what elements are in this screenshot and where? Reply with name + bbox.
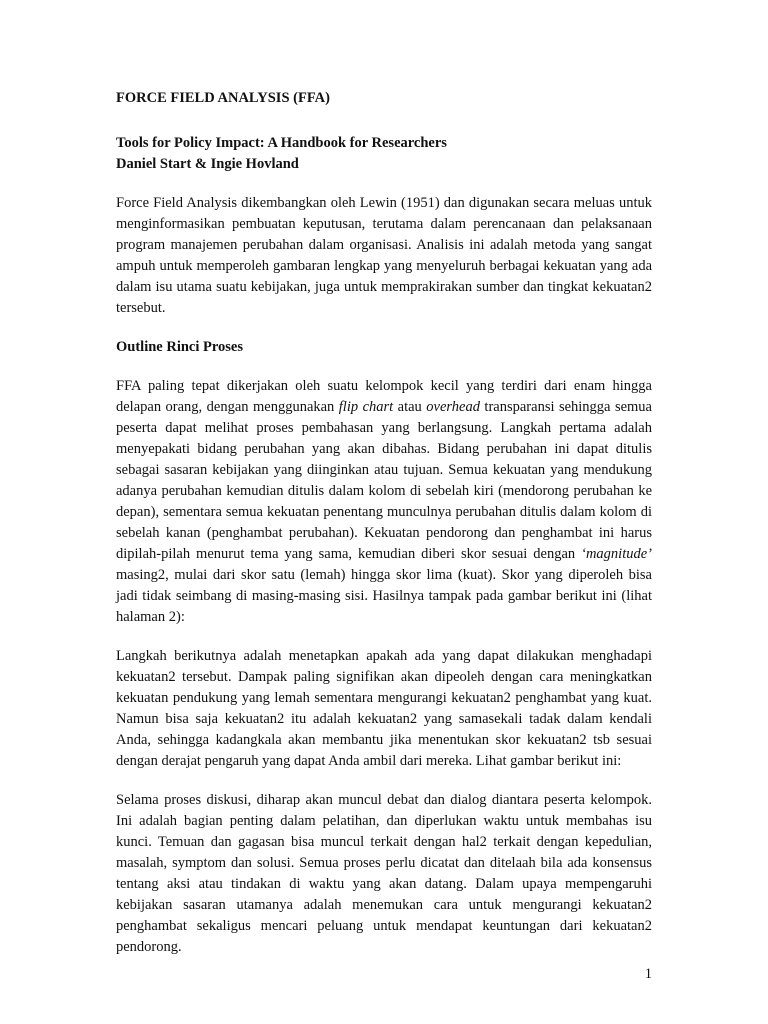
document-title: FORCE FIELD ANALYSIS (FFA)	[116, 90, 330, 106]
term-flip-chart: flip chart	[338, 399, 394, 415]
process-text-4: masing2, mulai dari skor satu (lemah) hingga skor lima (kuat). Skor yang diperoleh bisa jadi tidak seimbang di masing-masing sisi. Hasilnya tampak pada gambar berikut ini (lihat halaman 2):	[116, 567, 652, 625]
page-number: 1	[644, 966, 652, 982]
document-page	[116, 88, 652, 976]
process-text-2: atau	[393, 399, 427, 415]
source-authors: Daniel Start & Ingie Hovland	[116, 156, 299, 172]
process-text-1: FFA paling tepat dikerjakan oleh suatu kelompok kecil yang terdiri dari enam hingga delapan orang, dengan menggunakan	[116, 378, 652, 415]
intro-paragraph: Force Field Analysis dikembangkan oleh Lewin (1951) dan digunakan secara meluas untuk menginformasikan pembuatan keputusan, terutama dalam perencanaan dan pelaksanaan program manajemen perubahan dalam organisasi. Analisis ini adalah metoda yang sangat ampuh untuk memperoleh gambaran lengkap yang menyeluruh berbagai kekuatan yang ada dalam isu utama suatu kebijakan, juga untuk memprakirakan sumber dan tingkat kekuatan2 tersebut.	[116, 195, 652, 316]
process-text-3: transparansi sehingga semua peserta dapat melihat proses pembahasan yang berlangsung. Langkah pertama adalah menyepakati bidang perubahan yang akan dibahas. Bidang perubahan ini dapat ditulis sebagai sasaran kebijakan yang diinginkan atau tujuan. Semua kekuatan yang mendukung adanya perubahan kemudian ditulis dalam kolom di sebelah kiri (mendorong perubahan ke depan), sementara semua kekuatan penentang munculnya perubahan ditulis dalam kolom di sebelah kanan (penghambat perubahan). Kekuatan pendorong dan penghambat ini harus dipilah-pilah menurut tema yang sama, kemudian diberi skor sesuai dengan	[116, 399, 652, 562]
discussion-paragraph: Selama proses diskusi, diharap akan muncul debat dan dialog diantara peserta kelompok. Ini adalah bagian penting dalam pelatihan, dan diperlukan waktu untuk membahas isu kunci. Temuan dan gagasan bisa muncul terkait dengan hal2 terkait dengan kepedulian, masalah, symptom dan solusi. Semua proses perlu dicatat dan ditelaah bila ada konsensus tentang aksi atau tindakan di waktu yang akan datang. Dalam upaya mempengaruhi kebijakan sasaran utamanya adalah menemukan cara untuk mengurangi kekuatan2 penghambat sekaligus mencari peluang untuk mendapat keuntungan dari kekuatan2 pendorong.	[116, 792, 652, 955]
term-overhead: overhead	[426, 399, 480, 415]
source-reference	[116, 133, 652, 175]
section-heading: Outline Rinci Proses	[116, 339, 244, 355]
process-paragraph	[116, 376, 652, 628]
next-step-paragraph: Langkah berikutnya adalah menetapkan apakah ada yang dapat dilakukan menghadapi kekuatan2 tersebut. Dampak paling signifikan akan dipeoleh dengan cara meningkatkan kekuatan pendukung yang lemah sementara mengurangi kekuatan2 penghambat yang kuat. Namun bisa saja kekuatan2 itu adalah kekuatan2 yang samasekali tadak dalam kendali Anda, sehingga kadangkala akan membantu jika menentukan skor kekuatan2 tsb sesuai dengan derajat pengaruh yang dapat Anda ambil dari mereka. Lihat gambar berikut ini:	[116, 648, 652, 769]
term-magnitude: ‘magnitude’	[581, 546, 652, 562]
source-title: Tools for Policy Impact: A Handbook for Researchers	[116, 135, 447, 151]
